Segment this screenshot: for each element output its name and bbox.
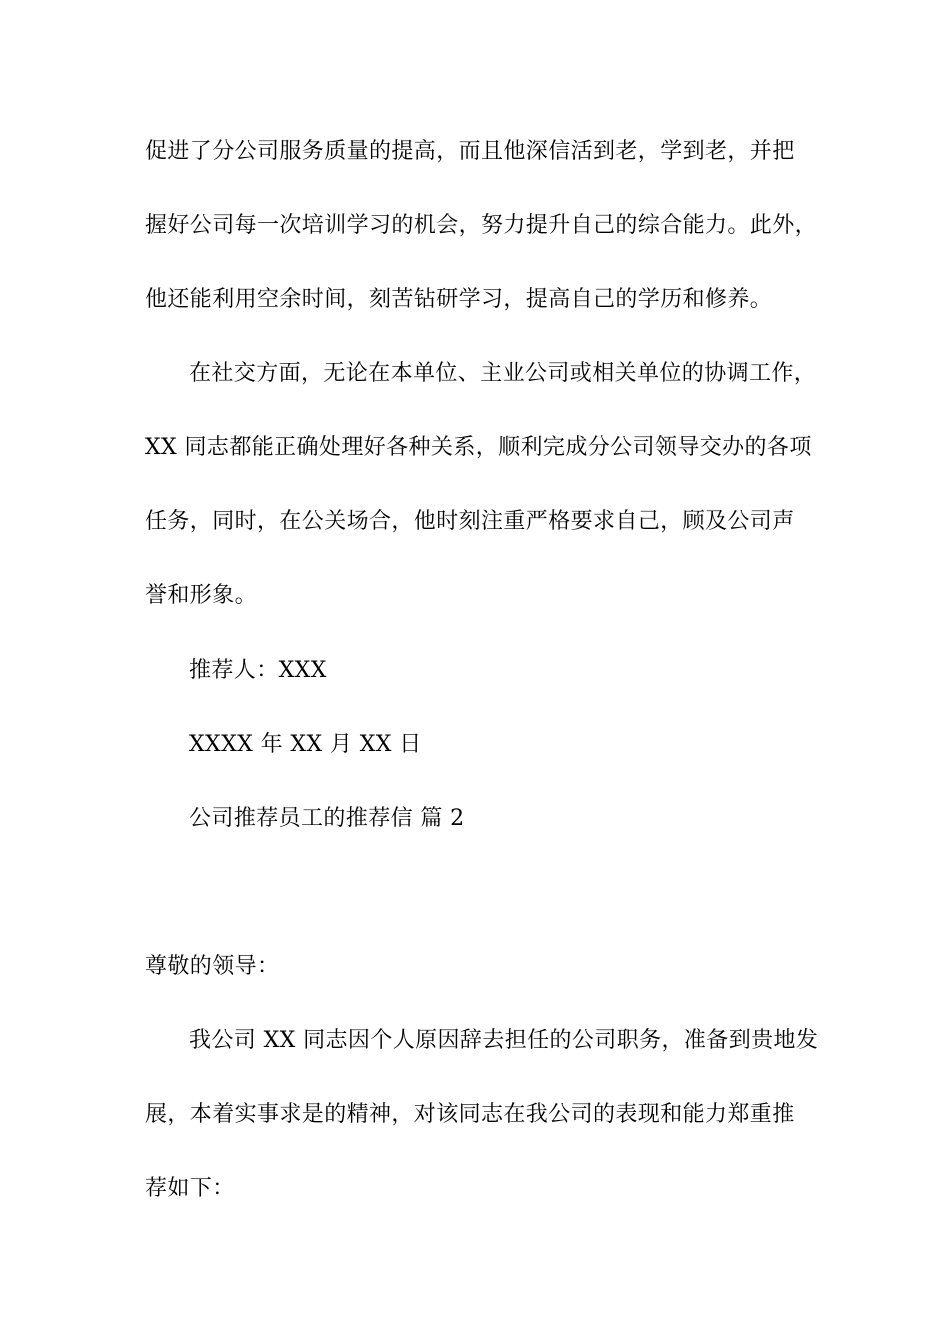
paragraph-line: 他还能利用空余时间，刻苦钻研学习，提高自己的学历和修养。	[145, 287, 773, 312]
salutation: 尊敬的领导：	[145, 954, 280, 979]
paragraph-line: 荐如下：	[145, 1176, 235, 1201]
paragraph-line: 任务，同时，在公关场合，他时刻注重严格要求自己，顾及公司声	[145, 509, 795, 534]
section-title: 公司推荐员工的推荐信 篇 2	[189, 806, 465, 831]
paragraph-line: 握好公司每一次培训学习的机会，努力提升自己的综合能力。此外，	[145, 213, 818, 238]
recommender-line: 推荐人：XXX	[189, 658, 327, 683]
paragraph-line: 促进了分公司服务质量的提高，而且他深信活到老，学到老，并把	[145, 139, 795, 164]
paragraph-line: XX 同志都能正确处理好各种关系，顺利完成分公司领导交办的各项	[145, 435, 812, 460]
date-line: XXXX 年 XX 月 XX 日	[189, 732, 422, 757]
paragraph-line: 展，本着实事求是的精神，对该同志在我公司的表现和能力郑重推	[145, 1102, 795, 1127]
paragraph-line: 我公司 XX 同志因个人原因辞去担任的公司职务，准备到贵地发	[189, 1028, 819, 1053]
paragraph-line: 誉和形象。	[145, 583, 258, 608]
paragraph-line: 在社交方面，无论在本单位、主业公司或相关单位的协调工作，	[189, 361, 817, 386]
